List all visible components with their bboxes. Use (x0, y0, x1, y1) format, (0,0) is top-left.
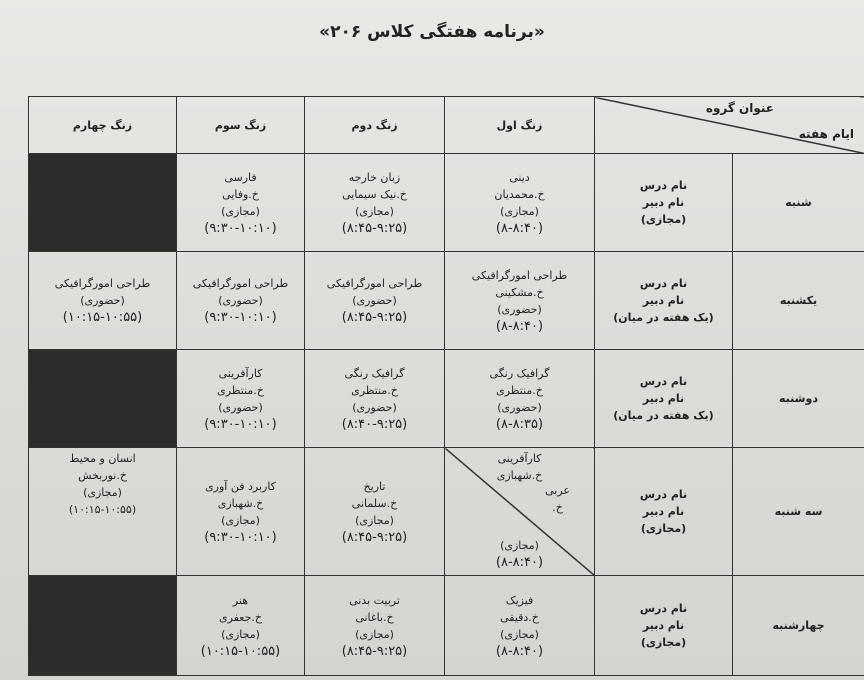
corner-header (595, 97, 864, 154)
info-line: نام دبیر (642, 505, 685, 518)
mode: (مجازی) (355, 627, 394, 641)
time: (۹:۳۰-۱۰:۱۰) (204, 310, 277, 325)
day-cell: دوشنبه (733, 350, 864, 448)
info-line: نام دبیر (642, 619, 685, 632)
mode: (حضوری) (497, 302, 542, 316)
subject: طراحی امورگرافیکی (54, 277, 151, 290)
teacher: خ.شهبازی (496, 469, 543, 482)
time: (۹:۳۰-۱۰:۱۰) (204, 529, 277, 545)
bell2-cell (305, 252, 445, 350)
bell2-cell (305, 576, 445, 676)
teacher: خ.منتظری (217, 383, 264, 397)
mode: (مجازی) (500, 627, 539, 641)
empty-cell (29, 154, 177, 252)
subject: فارسی (224, 170, 257, 184)
subject: فیزیک (505, 593, 534, 607)
time: (۸:۴۵-۹:۲۵) (341, 643, 408, 659)
info-line: نام درس (639, 179, 688, 192)
bell1-cell (445, 252, 595, 350)
info-line: (مجازی) (640, 213, 687, 226)
time: (۸-۸:۴۰) (495, 643, 544, 659)
bell1-cell (445, 154, 595, 252)
info-cell (595, 252, 733, 350)
bell3-header: زنگ سوم (177, 97, 305, 154)
info-line: نام درس (639, 277, 688, 290)
bell4-cell (29, 448, 177, 576)
bell1-split-cell (445, 448, 595, 576)
mode: (حضوری) (352, 400, 397, 414)
schedule-table (28, 96, 864, 676)
bell1-cell (445, 350, 595, 448)
mode: (مجازی) (500, 539, 539, 552)
table-row-wednesday (29, 576, 864, 676)
teacher: خ.سلمانی (351, 496, 398, 510)
bell2-cell (305, 350, 445, 448)
time: (۱۰:۱۵-۱۰:۵۵) (62, 310, 143, 325)
subject: انسان و محیط (69, 452, 136, 465)
time: (۸-۸:۴۰) (495, 318, 544, 334)
subject: کاربرد فن آوری (205, 479, 276, 493)
info-line: نام دبیر (642, 294, 685, 307)
teacher: خ.جعفری (219, 610, 262, 624)
teacher: خ.مشکینی (495, 285, 544, 299)
subject: هنر (232, 593, 249, 607)
info-line: نام درس (639, 375, 688, 388)
info-cell (595, 576, 733, 676)
mode: (مجازی) (500, 204, 539, 218)
subject: طراحی امورگرافیکی (192, 277, 289, 290)
subject: گرافیک رنگی (344, 366, 405, 380)
info-line: نام درس (639, 488, 688, 501)
time: (۸-۸:۳۵) (495, 416, 544, 432)
teacher: خ.باغانی (355, 610, 394, 624)
mode: (مجازی) (355, 204, 394, 218)
bell2-header: زنگ دوم (305, 97, 445, 154)
mode: (مجازی) (83, 486, 122, 499)
info-cell (595, 350, 733, 448)
day-cell: سه شنبه (733, 448, 864, 576)
time: (۸-۸:۴۰) (495, 555, 544, 570)
teacher: خ. (552, 501, 563, 514)
page-title: «برنامه هفتگی کلاس ۲۰۶» (319, 22, 545, 42)
bell4-header: زنگ چهارم (29, 97, 177, 154)
subject: گرافیک رنگی (489, 366, 550, 380)
subject: زبان خارجه (348, 170, 401, 184)
mode: (حضوری) (218, 400, 263, 414)
time: (۸-۸:۴۰) (495, 220, 544, 236)
subject: عربی (545, 484, 570, 497)
teacher: خ.منتظری (351, 383, 398, 397)
time: (۱۰:۱۵-۱۰:۵۵) (200, 643, 281, 659)
mode: (مجازی) (221, 204, 260, 218)
teacher: خ.نوربخش (78, 469, 127, 482)
table-row-sunday (29, 252, 864, 350)
bell3-cell (177, 252, 305, 350)
mode: (مجازی) (221, 513, 260, 527)
subject: طراحی امورگرافیکی (326, 277, 423, 290)
mode: (حضوری) (497, 400, 542, 414)
header-row (29, 97, 864, 154)
bell2-cell (305, 154, 445, 252)
bell3-cell (177, 448, 305, 576)
subject: دینی (509, 170, 530, 184)
info-cell (595, 154, 733, 252)
info-line: (یک هفته در میان) (613, 311, 714, 324)
teacher: خ.نیک سیمایی (342, 187, 407, 201)
group-title: عنوان گروه (705, 101, 774, 115)
time: (۸:۴۵-۹:۲۵) (341, 310, 408, 325)
subject: تربیت بدنی (349, 593, 400, 607)
table-row-monday (29, 350, 864, 448)
subject: کارآفرینی (497, 452, 542, 465)
teacher: خ.وفایی (222, 187, 259, 201)
mode: (مجازی) (221, 627, 260, 641)
teacher: خ.دقیقی (500, 610, 539, 624)
table-row-tuesday (29, 448, 864, 576)
bell3-cell (177, 350, 305, 448)
bell1-cell (445, 576, 595, 676)
info-cell (595, 448, 733, 576)
day-cell: چهارشنبه (733, 576, 864, 676)
subject: طراحی امورگرافیکی (471, 268, 568, 282)
info-line: نام دبیر (642, 392, 685, 405)
bell4-cell (29, 252, 177, 350)
time: (۹:۳۰-۱۰:۱۰) (204, 416, 277, 432)
mode: (حضوری) (80, 294, 125, 307)
bell1-header: زنگ اول (445, 97, 595, 154)
teacher: خ.شهبازی (217, 496, 264, 510)
bell2-cell (305, 448, 445, 576)
info-line: نام دبیر (642, 196, 685, 209)
time: (۸:۴۵-۹:۲۵) (341, 529, 408, 545)
teacher: خ.محمدیان (494, 187, 545, 201)
info-line: (مجازی) (640, 636, 687, 649)
empty-cell (29, 576, 177, 676)
mode: (حضوری) (218, 294, 263, 307)
day-cell: یکشنبه (733, 252, 864, 350)
days-title: ایام هفته (798, 127, 854, 141)
mode: (مجازی) (355, 513, 394, 527)
time: (۹:۳۰-۱۰:۱۰) (204, 220, 277, 236)
info-line: (یک هفته در میان) (613, 409, 714, 422)
info-line: (مجازی) (640, 522, 687, 535)
time: (۸:۴۵-۹:۲۵) (341, 220, 408, 236)
time: (۱۰:۱۵-۱۰:۵۵) (68, 503, 137, 516)
table-row-saturday (29, 154, 864, 252)
bell3-cell (177, 576, 305, 676)
empty-cell (29, 350, 177, 448)
day-cell: شنبه (733, 154, 864, 252)
time: (۸:۴۰-۹:۲۵) (341, 416, 408, 432)
info-line: نام درس (639, 602, 688, 615)
teacher: خ.منتظری (496, 383, 543, 397)
subject: کارآفرینی (218, 366, 263, 380)
mode: (حضوری) (352, 294, 397, 307)
bell3-cell (177, 154, 305, 252)
subject: تاریخ (363, 479, 386, 493)
